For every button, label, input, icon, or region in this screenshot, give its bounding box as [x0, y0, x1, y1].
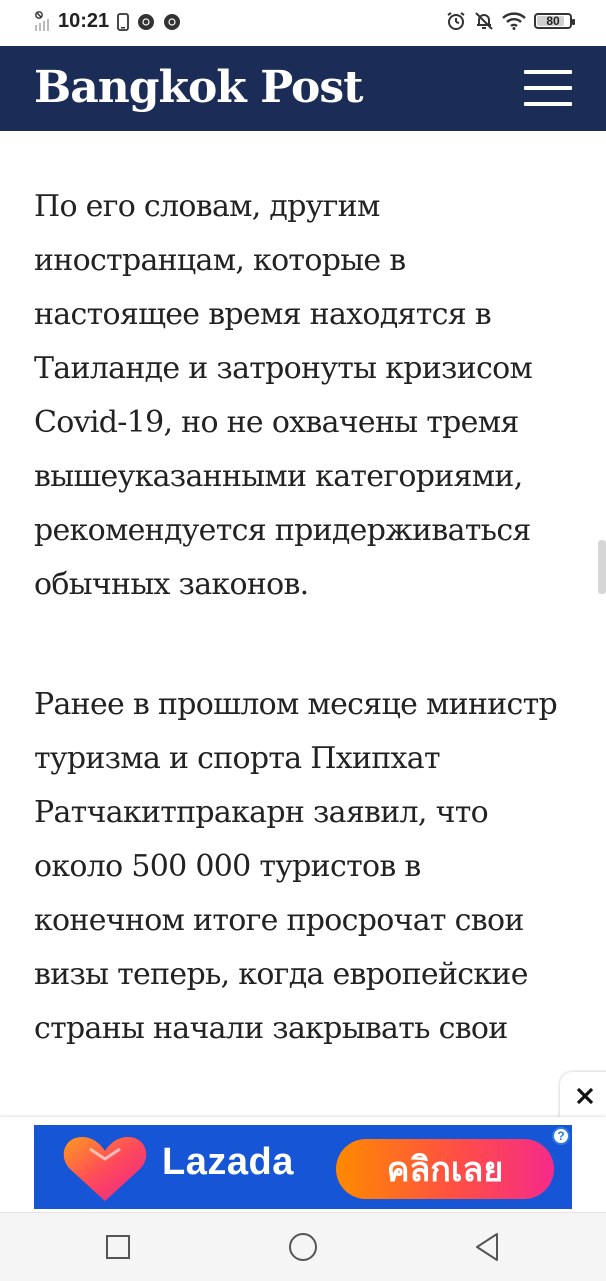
- site-header: [0, 46, 606, 131]
- article-body: [34, 180, 574, 1056]
- battery-icon: [534, 13, 572, 29]
- chrome-icon: [137, 13, 155, 31]
- scrollbar-thumb[interactable]: [598, 540, 606, 594]
- alarm-icon: [446, 11, 466, 31]
- ad-cta-button[interactable]: คลิกเลย: [336, 1139, 554, 1199]
- battery-level: 80: [546, 14, 560, 28]
- lazada-heart-logo: [60, 1129, 150, 1207]
- article-paragraph: Ранее в прошлом месяце министр туризма и спорта Пхипхат Ратчакитпракарн заявил, что около 500 000 туристов в конечном итоге просрочат свои визы теперь, когда европейские страны начали закрывать свои: [34, 687, 557, 1046]
- ad-brand-name: Lazada: [162, 1141, 294, 1183]
- lazada-ad-banner[interactable]: [34, 1125, 572, 1209]
- system-nav-bar: [0, 1212, 606, 1281]
- status-bar: [0, 0, 606, 46]
- article-paragraph: По его словам, другим иностранцам, которые в настоящее время находятся в Таиланде и затронуты кризисом Covid-19, но не охвачены тремя вышеуказанными категориями, рекомендуется придерживаться обычных законов.: [34, 189, 533, 602]
- ad-info-icon[interactable]: ?: [552, 1127, 570, 1145]
- status-time: 10:21: [58, 10, 110, 32]
- home-icon[interactable]: [286, 1230, 320, 1264]
- recent-apps-icon[interactable]: [101, 1230, 135, 1264]
- no-sim-icon: [34, 11, 50, 33]
- status-bar-right: [446, 11, 572, 31]
- hamburger-menu-icon[interactable]: [524, 70, 572, 106]
- mute-icon: [474, 11, 494, 31]
- status-bar-left: [34, 10, 181, 33]
- site-logo[interactable]: Bangkok Post: [34, 62, 363, 113]
- back-icon[interactable]: [470, 1230, 504, 1264]
- ad-close-button[interactable]: [560, 1072, 606, 1120]
- close-icon: [576, 1087, 594, 1105]
- phone-icon: [117, 13, 129, 31]
- chrome-icon: [163, 13, 181, 31]
- wifi-icon: [502, 12, 526, 30]
